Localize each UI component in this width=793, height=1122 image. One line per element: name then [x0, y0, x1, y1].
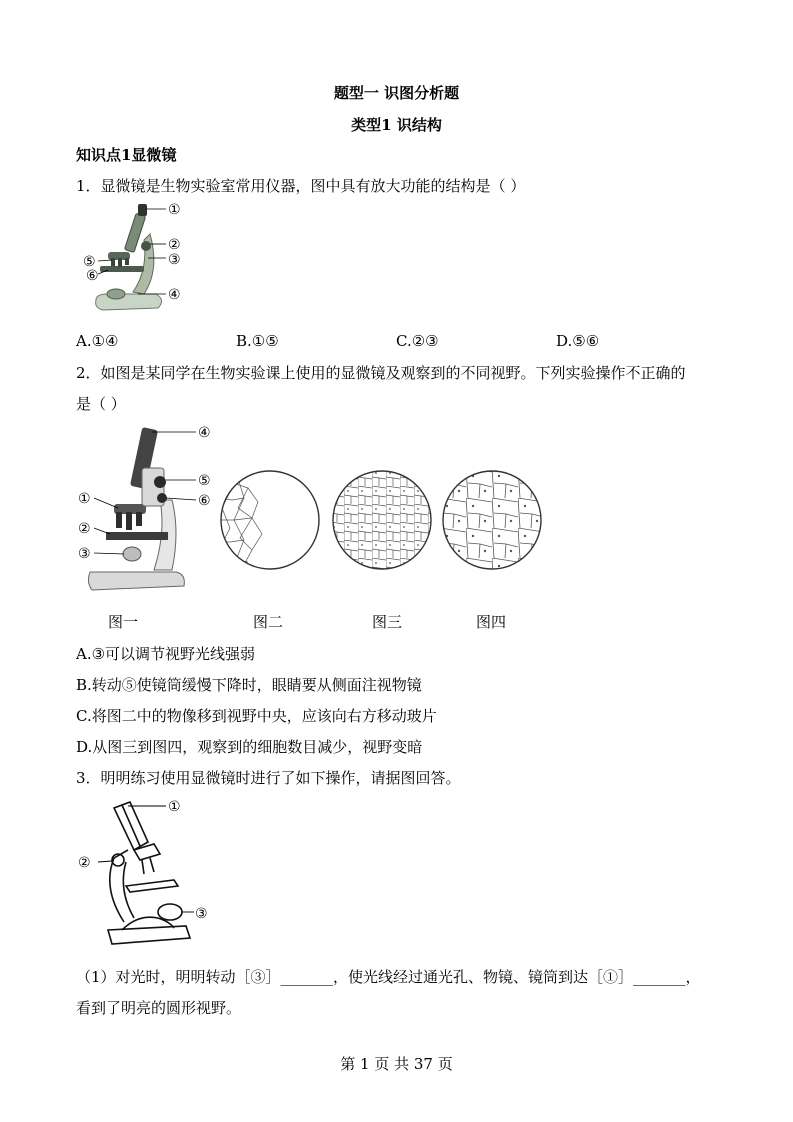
q2-label-3: ③: [78, 546, 91, 562]
knowledge-heading: 知识点1显微镜: [76, 146, 177, 164]
q3-stem: 3．明明练习使用显微镜时进行了如下操作，请据图回答。: [76, 769, 461, 787]
q3-microscope-image: [78, 798, 218, 953]
q2-caption-4: 图四: [476, 613, 507, 631]
q2-option-c: C.将图二中的物像移到视野中央，应该向右方移动玻片: [76, 707, 437, 725]
q2-figure3-view: [330, 468, 434, 572]
q2-option-d: D.从图三到图四，观察到的细胞数目减少，视野变暗: [76, 738, 423, 756]
q2-caption-3: 图三: [372, 613, 403, 631]
q2-label-5: ⑤: [198, 473, 211, 489]
q3-sub1-line1: （1）对光时，明明转动［③］_______，使光线经过通光孔、物镜、镜筒到达［①］_______，: [76, 968, 701, 986]
q3-sub1-line2: 看到了明亮的圆形视野。: [76, 999, 242, 1017]
q1-option-b: B.①⑤: [236, 332, 279, 350]
q2-figure4-view: [440, 468, 544, 572]
q1-label-2: ②: [168, 237, 181, 253]
q3-label-2: ②: [78, 855, 91, 871]
q1-label-5: ⑤: [83, 254, 96, 270]
q1-label-1: ①: [168, 202, 181, 218]
q3-label-3: ③: [195, 906, 208, 922]
q3-label-1: ①: [168, 799, 181, 815]
q1-option-c: C.②③: [396, 332, 439, 350]
q2-option-b: B.转动⑤使镜筒缓慢下降时，眼睛要从侧面注视物镜: [76, 676, 422, 694]
q1-stem: 1．显微镜是生物实验室常用仪器，图中具有放大功能的结构是（ ）: [76, 177, 526, 195]
q2-figure2-view: [218, 468, 322, 572]
q1-label-6: ⑥: [86, 268, 99, 284]
q2-stem-line1: 2．如图是某同学在生物实验课上使用的显微镜及观察到的不同视野。下列实验操作不正确的: [76, 364, 686, 382]
q2-caption-2: 图二: [253, 613, 284, 631]
q2-label-4: ④: [198, 425, 211, 441]
q1-option-d: D.⑤⑥: [556, 332, 600, 350]
q2-figure1-microscope: [76, 422, 216, 602]
type-title: 类型1 识结构: [351, 116, 442, 134]
q2-label-2: ②: [78, 521, 91, 537]
q2-label-1: ①: [78, 491, 91, 507]
q1-option-a: A.①④: [76, 332, 119, 350]
q2-caption-1: 图一: [108, 613, 139, 631]
q2-option-a: A.③可以调节视野光线强弱: [76, 645, 256, 663]
q2-label-6: ⑥: [198, 493, 211, 509]
q1-label-4: ④: [168, 287, 181, 303]
q1-label-3: ③: [168, 252, 181, 268]
section-title: 题型一 识图分析题: [333, 84, 460, 102]
q2-stem-line2: 是（ ）: [76, 395, 126, 413]
page-footer: 第 1 页 共 37 页: [340, 1055, 453, 1073]
q1-microscope-image: [78, 200, 193, 320]
